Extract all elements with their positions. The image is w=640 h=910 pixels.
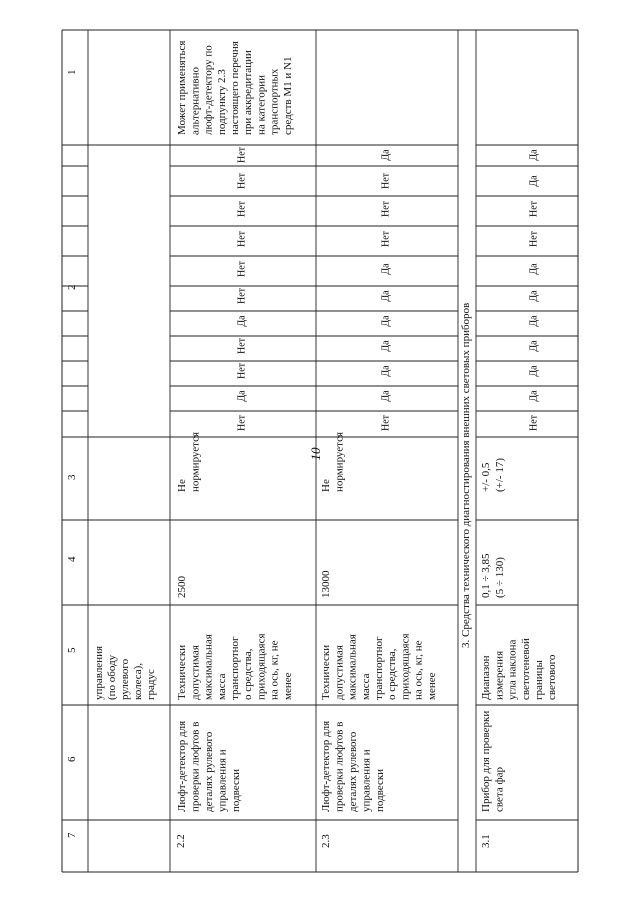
continued-cell-text: (по ободу (106, 654, 119, 700)
parameter-text: приходящаяся (399, 633, 412, 700)
section-title: 3. Средства технического диагностирования внешних световых приборов (460, 302, 473, 648)
category-value: Да (528, 290, 540, 302)
equipment-name: деталях рулевого (347, 731, 360, 812)
parameter-text: угла наклона (506, 639, 519, 700)
category-value: Нет (528, 200, 540, 218)
category-value: Нет (236, 146, 248, 164)
category-value: Да (380, 149, 392, 161)
note-text: подпункту 2.3 (215, 69, 228, 135)
category-value: Да (528, 175, 540, 187)
equipment-name: проверки люфтов в (333, 721, 346, 812)
category-value: Да (528, 263, 540, 275)
note-text: на категории (255, 75, 268, 135)
equipment-name: управления и (216, 749, 229, 812)
accuracy-value: (+/- 17) (494, 458, 507, 492)
category-value: Да (528, 340, 540, 352)
row-number: 2.2 (175, 834, 188, 848)
continued-cell-text: колеса), (132, 662, 145, 700)
category-value: Да (380, 315, 392, 327)
range-value: 2500 (176, 576, 189, 598)
category-value: Да (236, 315, 248, 327)
parameter-text: Диапазон (480, 655, 493, 700)
header-cell: 2 (66, 284, 79, 290)
category-value: Нет (236, 287, 248, 305)
category-value: Да (380, 263, 392, 275)
category-value: Нет (236, 362, 248, 380)
parameter-text: светотеневой (519, 638, 532, 700)
table-text (66, 41, 558, 848)
category-value: Да (380, 390, 392, 402)
category-value: Да (380, 290, 392, 302)
equipment-name: управления и (360, 749, 373, 812)
continued-cell-text: управления (93, 645, 106, 700)
continued-cell-text: градус (145, 669, 158, 700)
equipment-name: Прибор для проверки (480, 710, 493, 812)
parameter-text: транспортног (229, 636, 242, 700)
note-text: Может применяться (176, 40, 189, 135)
equipment-name: проверки люфтов в (189, 721, 202, 812)
parameter-text: масса (215, 673, 228, 700)
parameter-text: Технически (320, 644, 333, 700)
note-text: средств M1 и N1 (281, 56, 294, 135)
range-value: 0,1 ÷ 3,85 (480, 553, 493, 598)
parameter-text: о средства, (386, 648, 399, 700)
note-text: люфт-детектору по (202, 45, 215, 135)
parameter-text: на ось, кг, не (268, 640, 281, 700)
parameter-text: приходящаяся (255, 633, 268, 700)
category-value: Нет (380, 200, 392, 218)
category-value: Да (528, 365, 540, 377)
header-cell: 5 (66, 647, 79, 653)
category-value: Да (528, 390, 540, 402)
header-cell: 1 (66, 69, 79, 75)
range-value: (5 ÷ 130) (494, 557, 507, 598)
equipment-name: Люфт-детектор для (320, 720, 333, 812)
parameter-text: транспортног (373, 636, 386, 700)
category-value: Нет (528, 414, 540, 432)
equipment-name: света фар (493, 767, 506, 812)
category-value: Нет (236, 337, 248, 355)
note-text: альтернативно (189, 66, 202, 135)
category-value: Да (528, 149, 540, 161)
parameter-text: менее (281, 672, 294, 700)
parameter-text: измерения (493, 650, 506, 700)
accuracy-value: нормируется (189, 431, 202, 492)
equipment-name: деталях рулевого (203, 731, 216, 812)
category-value: Нет (236, 260, 248, 278)
category-value: Нет (380, 172, 392, 190)
header-cell: 7 (66, 832, 79, 838)
category-value: Нет (236, 414, 248, 432)
category-value: Нет (380, 230, 392, 248)
category-value: Да (528, 315, 540, 327)
category-value: Нет (236, 200, 248, 218)
row-number: 3.1 (480, 834, 493, 848)
parameter-text: масса (359, 673, 372, 700)
equipment-name: Люфт-детектор для (176, 720, 189, 812)
page-number: 10 (308, 447, 323, 461)
parameter-text: о средства, (242, 648, 255, 700)
category-value: Нет (236, 172, 248, 190)
category-value: Нет (236, 230, 248, 248)
parameter-text: Технически (176, 644, 189, 700)
equipment-name: подвески (230, 768, 243, 812)
parameter-text: максимальная (202, 634, 215, 700)
parameter-text: менее (425, 672, 438, 700)
continued-cell-text: рулевого (119, 658, 132, 700)
note-text: при аккредитации (242, 50, 255, 135)
category-value: Нет (528, 230, 540, 248)
accuracy-value: Не (320, 479, 333, 492)
parameter-text: на ось, кг, не (412, 640, 425, 700)
category-value: Да (380, 340, 392, 352)
parameter-text: светового (546, 654, 559, 700)
header-cell: 6 (66, 756, 79, 762)
row-number: 2.3 (320, 834, 333, 848)
note-text: настоящего перечня (229, 41, 242, 135)
category-value: Нет (380, 414, 392, 432)
range-value: 13000 (320, 570, 333, 598)
parameter-text: максимальная (346, 634, 359, 700)
category-value: Да (380, 365, 392, 377)
accuracy-value: +/- 0,5 (480, 462, 493, 492)
note-text: транспортных (268, 68, 281, 135)
parameter-text: допустимая (333, 645, 346, 700)
category-value: Да (236, 390, 248, 402)
parameter-text: допустимая (189, 645, 202, 700)
header-cell: 4 (66, 556, 79, 562)
accuracy-value: Не (176, 479, 189, 492)
accuracy-value: нормируется (333, 431, 346, 492)
equipment-name: подвески (374, 768, 387, 812)
header-cell: 3 (66, 474, 79, 480)
parameter-text: границы (533, 660, 546, 700)
